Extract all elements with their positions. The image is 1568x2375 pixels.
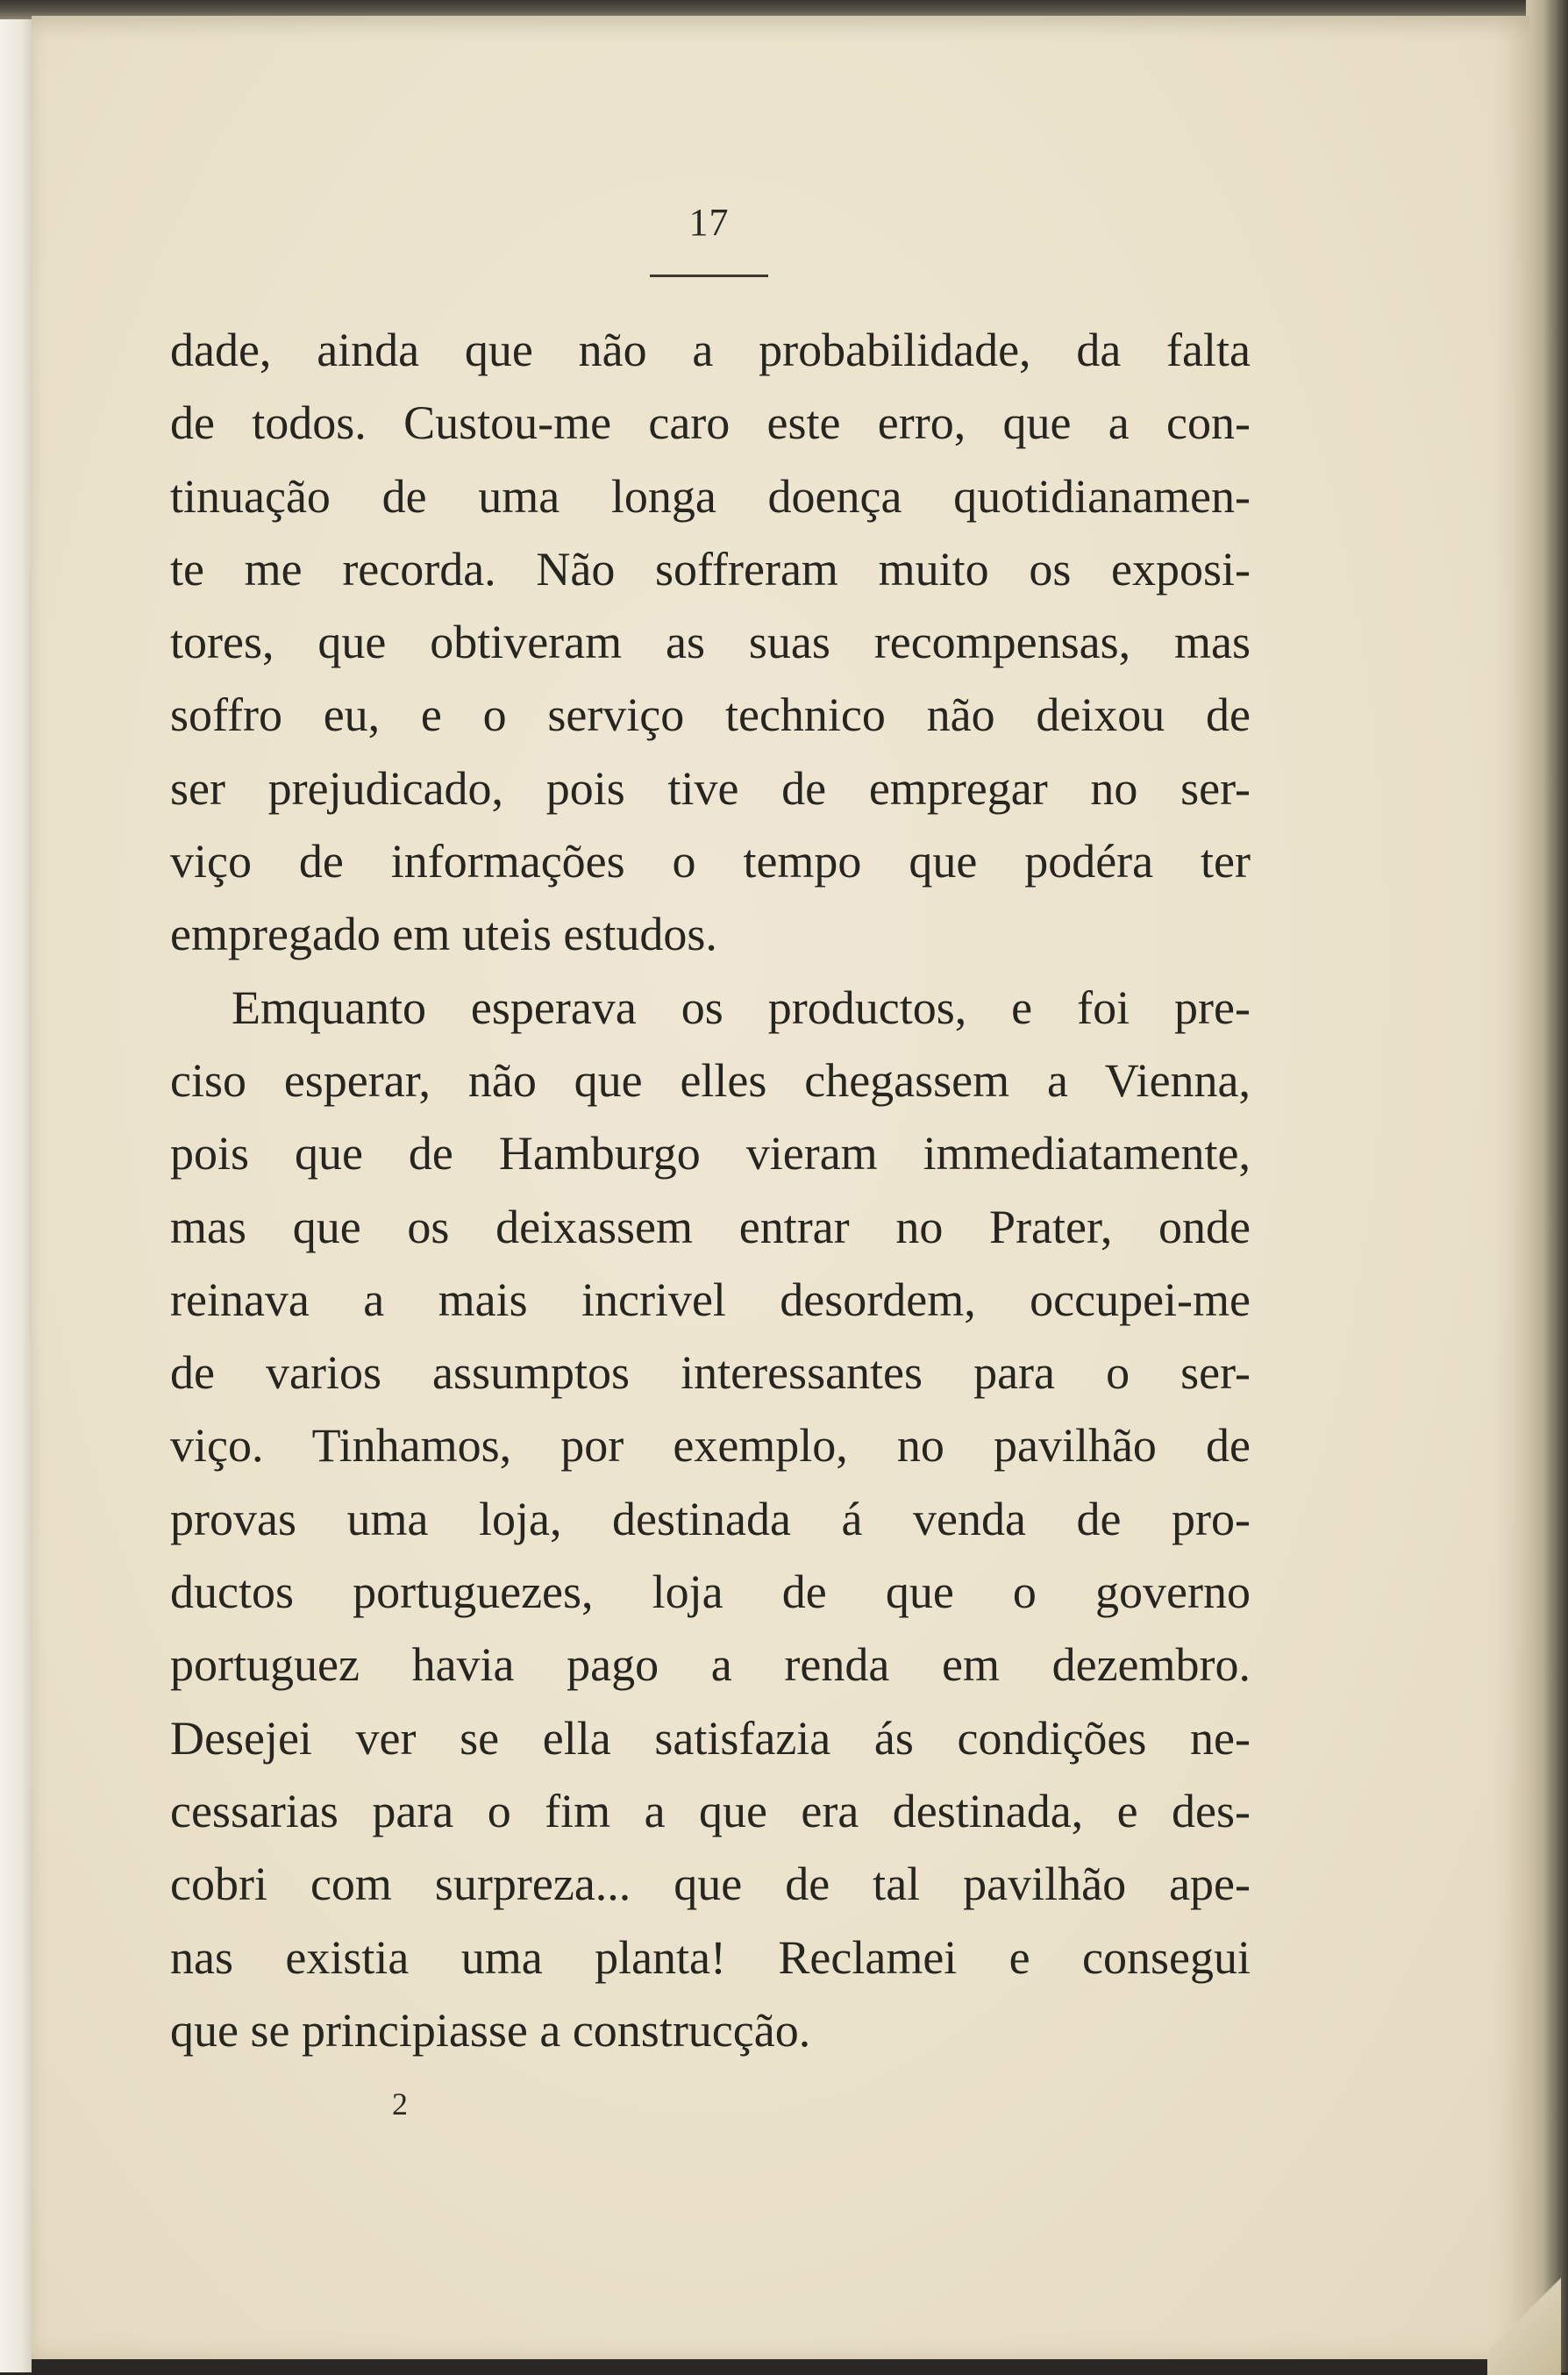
signature-mark: 2 (392, 2086, 408, 2122)
text-line: soffro eu, e o serviço technico não deixou de (170, 688, 1251, 742)
text-line: de todos. Custou-me caro este erro, que a con- (170, 396, 1251, 450)
text-line: ciso esperar, não que elles chegassem a Vienna, (170, 1053, 1251, 1107)
text-line: cobri com surpreza... que de tal pavilhão ape- (170, 1858, 1251, 1911)
right-edge (1526, 0, 1568, 2372)
text-line: Emquanto esperava os productos, e foi pre- (232, 981, 1251, 1034)
left-margin-strip (0, 0, 32, 2372)
text-line: empregado em uteis estudos. (170, 908, 717, 961)
text-line: que se principiasse a construcção. (170, 2003, 811, 2057)
text-line: ser prejudicado, pois tive de empregar no ser- (170, 761, 1251, 815)
text-line: ductos portuguezes, loja de que o governo (170, 1566, 1251, 1619)
text-line: dade, ainda que não a probabilidade, da falta (170, 324, 1251, 376)
book-page (32, 16, 1529, 2359)
text-line: Desejei ver se ella satisfazia ás condições ne- (170, 1711, 1251, 1765)
text-line: te me recorda. Não soffreram muito os exposi- (170, 542, 1251, 596)
text-line: portuguez havia pago a renda em dezembro. (170, 1638, 1251, 1692)
page-number-rule (650, 275, 768, 277)
text-line: reinava a mais incrivel desordem, occupei-me (170, 1273, 1251, 1326)
text-line: tinuação de uma longa doença quotidianamen- (170, 469, 1251, 523)
body-text (170, 314, 1251, 2067)
text-line: provas uma loja, destinada á venda de pro- (170, 1492, 1251, 1545)
text-line: pois que de Hamburgo vieram immediatamente, (170, 1127, 1251, 1180)
text-line: viço de informações o tempo que podéra ter (170, 835, 1251, 888)
text-line: nas existia uma planta! Reclamei e consegui (170, 1930, 1251, 1984)
text-line: viço. Tinhamos, por exemplo, no pavilhão de (170, 1419, 1251, 1473)
text-line: mas que os deixassem entrar no Prater, onde (170, 1200, 1251, 1253)
text-line: cessarias para o fim a que era destinada, e des- (170, 1784, 1251, 1837)
corner-fold (1487, 2252, 1561, 2375)
text-line: de varios assumptos interessantes para o ser- (170, 1346, 1251, 1400)
page-number: 17 (688, 201, 730, 244)
text-line: tores, que obtiveram as suas recompensas, mas (170, 616, 1251, 669)
